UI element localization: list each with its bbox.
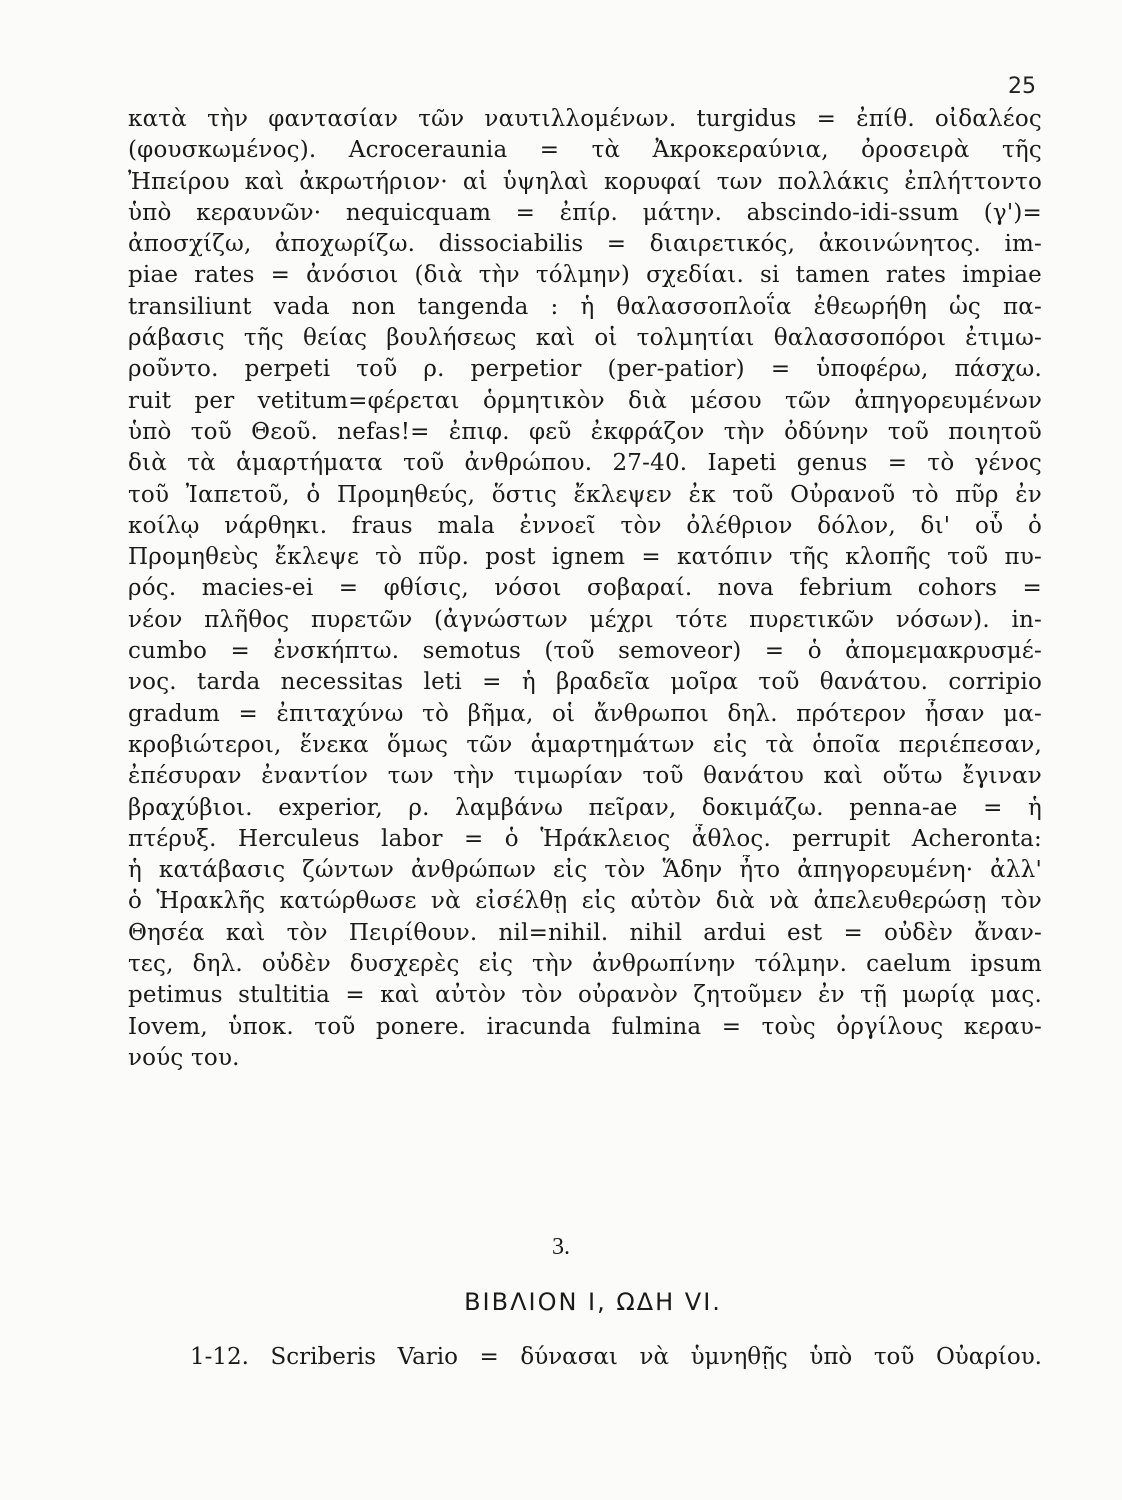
text-line: piae rates = ἀνόσιοι (διὰ τὴν τόλμην) σχεδίαι. si tamen rates impiae xyxy=(128,262,1042,289)
text-line: ἀποσχίζω, ἀποχωρίζω. dissociabilis = διαιρετικός, ἀκοινώνητος. im- xyxy=(128,231,1042,258)
section-number: 3. xyxy=(552,1234,570,1260)
text-line: πτέρυξ. Herculeus labor = ὁ Ἡράκλειος ἆθλος. perrupit Acheronta: xyxy=(128,825,1042,852)
text-line: Προμηθεὺς ἔκλεψε τὸ πῦρ. post ignem = κατόπιν τῆς κλοπῆς τοῦ πυ- xyxy=(128,544,1042,571)
text-line: κατὰ τὴν φαντασίαν τῶν ναυτιλλομένων. turgidus = ἐπίθ. οἰδαλέος xyxy=(128,106,1042,132)
text-line: κοίλῳ νάρθηκι. fraus mala ἐννοεῖ τὸν ὀλέθριον δόλον, δι' οὗ ὁ xyxy=(128,512,1042,539)
text-line: νέον πλῆθος πυρετῶν (ἀγνώστων μέχρι τότε πυρετικῶν νόσων). in- xyxy=(128,606,1042,633)
text-line: νος. tarda necessitas leti = ἡ βραδεῖα μοῖρα τοῦ θανάτου. corripio xyxy=(128,669,1042,696)
text-line: petimus stultitia = καὶ αὐτὸν τὸν οὐρανὸν ζητοῦμεν ἐν τῇ μωρίᾳ μας. xyxy=(128,982,1042,1009)
text-line: ὑπὸ κεραυνῶν· nequicquam = ἐπίρ. μάτην. abscindo-idi-ssum (γ')= xyxy=(128,199,1042,226)
text-line: ἐπέσυραν ἐναντίον των τὴν τιμωρίαν τοῦ θανάτου καὶ οὕτω ἔγιναν xyxy=(128,763,1042,790)
text-line: ρός. macies-ei = φθίσις, νόσοι σοβαραί. nova febrium cohors = xyxy=(128,575,1042,602)
text-line: ruit per vetitum=φέρεται ὁρμητικὸν διὰ μέσου τῶν ἀπηγορευμένων xyxy=(128,387,1042,414)
text-line: ράβασις τῆς θείας βουλήσεως καὶ οἱ τολμητίαι θαλασσοπόροι ἐτιμω- xyxy=(128,325,1042,352)
page-number: 25 xyxy=(1008,74,1036,99)
text-line: ὁ Ἡρακλῆς κατώρθωσε νὰ εἰσέλθῃ εἰς αὐτὸν διὰ νὰ ἀπελευθερώσῃ τὸν xyxy=(128,888,1042,915)
text-line: νούς του. xyxy=(128,1044,240,1071)
text-line: Θησέα καὶ τὸν Πειρίθουν. nil=nihil. nihil ardui est = οὐδὲν ἄναν- xyxy=(128,919,1042,946)
section-heading: ΒΙΒΛΙΟΝ Ι, ΩΔΗ VI. xyxy=(464,1288,722,1316)
text-line: Iovem, ὑποκ. τοῦ ponere. iracunda fulmina = τοὺς ὀργίλους κεραυ- xyxy=(128,1013,1042,1040)
text-line: τες, δηλ. οὐδὲν δυσχερὲς εἰς τὴν ἀνθρωπίνην τόλμην. caelum ipsum xyxy=(128,951,1042,978)
text-line: ροῦντο. perpeti τοῦ ρ. perpetior (per-patior) = ὑποφέρω, πάσχω. xyxy=(128,356,1042,383)
text-line: διὰ τὰ ἁμαρτήματα τοῦ ἀνθρώπου. 27-40. Iapeti genus = τὸ γένος xyxy=(128,450,1042,477)
text-line: Ἠπείρου καὶ ἀκρωτήριον· αἱ ὑψηλαὶ κορυφαί των πολλάκις ἐπλήττοντο xyxy=(128,168,1042,195)
entry-line: 1-12. Scriberis Vario = δύνασαι νὰ ὑμνηθῇς ὑπὸ τοῦ Οὐαρίου. xyxy=(190,1344,1042,1370)
text-line: ἡ κατάβασις ζώντων ἀνθρώπων εἰς τὸν Ἅδην ἦτο ἀπηγορευμένη· ἀλλ' xyxy=(128,857,1042,884)
text-line: cumbo = ἐνσκήπτω. semotus (τοῦ semoveor) = ὁ ἀπομεμακρυσμέ- xyxy=(128,638,1042,665)
text-line: βραχύβιοι. experior, ρ. λαμβάνω πεῖραν, δοκιμάζω. penna-ae = ἡ xyxy=(128,794,1042,821)
text-line: (φουσκωμένος). Acroceraunia = τὰ Ἀκροκεραύνια, ὀροσειρὰ τῆς xyxy=(128,137,1042,164)
text-line: τοῦ Ἰαπετοῦ, ὁ Προμηθεύς, ὅστις ἔκλεψεν ἐκ τοῦ Οὐρανοῦ τὸ πῦρ ἐν xyxy=(128,481,1042,508)
text-line: transiliunt vada non tangenda : ἡ θαλασσοπλοΐα ἐθεωρήθη ὡς πα- xyxy=(128,293,1042,320)
text-line: κροβιώτεροι, ἕνεκα ὅμως τῶν ἁμαρτημάτων εἰς τὰ ὁποῖα περιέπεσαν, xyxy=(128,731,1042,758)
commentary-text xyxy=(128,104,1042,1074)
text-line: gradum = ἐπιταχύνω τὸ βῆμα, οἱ ἄνθρωποι δηλ. πρότερον ἦσαν μα- xyxy=(128,700,1042,727)
text-line: ὑπὸ τοῦ Θεοῦ. nefas!= ἐπιφ. φεῦ ἐκφράζον τὴν ὀδύνην τοῦ ποιητοῦ xyxy=(128,418,1042,445)
